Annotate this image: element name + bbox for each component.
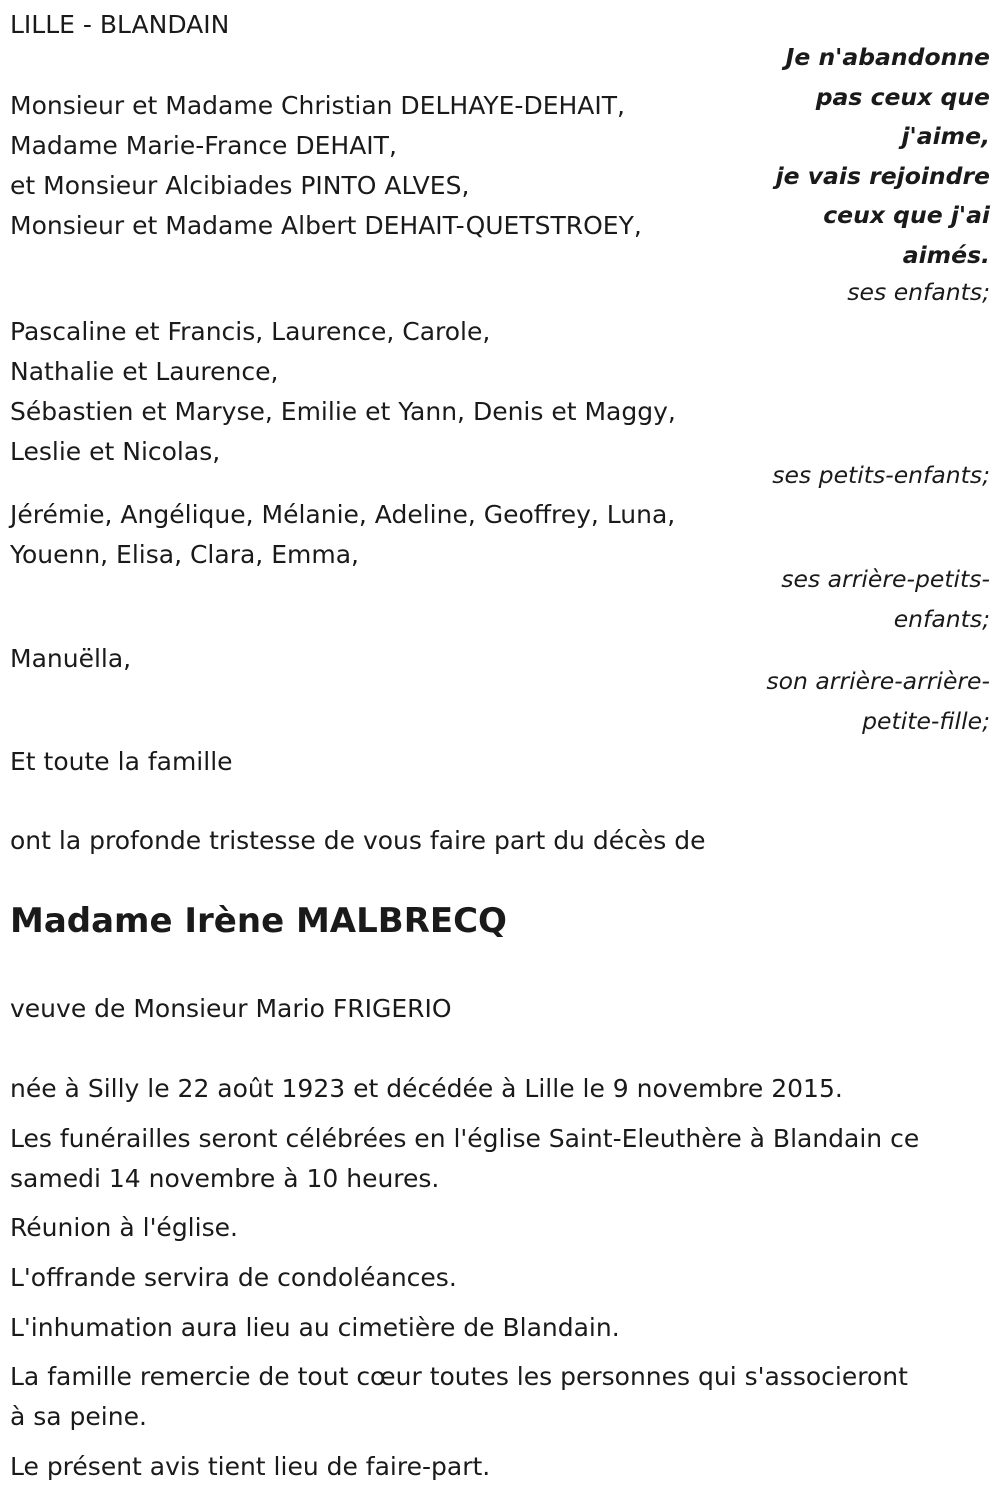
list-item: Youenn, Elisa, Clara, Emma,: [10, 540, 359, 569]
paragraph-line: La famille remercie de tout cœur toutes les personnes qui s'associeront: [10, 1362, 908, 1391]
great-great-grandchild-name: Manuëlla,: [10, 644, 132, 673]
paragraph-line: à sa peine.: [10, 1402, 147, 1431]
deceased-name: Madame Irène MALBRECQ: [10, 901, 507, 941]
family-line: Et toute la famille: [10, 747, 233, 776]
birth-death-text: née à Silly le 22 août 1923 et décédée à Lille le 9 novembre 2015.: [10, 1074, 843, 1103]
quote-line: pas ceux que: [815, 82, 990, 111]
place-heading: LILLE - BLANDAIN: [10, 10, 230, 39]
children-label: ses enfants;: [847, 278, 990, 306]
label-line: ses arrière-petits-: [781, 565, 990, 593]
funeral-text: [10, 1119, 919, 1199]
great-grandchildren-label: [781, 560, 990, 639]
list-item: Leslie et Nicolas,: [10, 437, 221, 466]
quote-line: Je n'abandonne: [785, 43, 990, 71]
list-item: Nathalie et Laurence,: [10, 357, 279, 386]
list-item: Monsieur et Madame Christian DELHAYE-DEHAIT,: [10, 91, 625, 120]
quote-line: je vais rejoindre: [775, 161, 990, 190]
widow-of-text: veuve de Monsieur Mario FRIGERIO: [10, 994, 452, 1023]
paragraph-line: samedi 14 novembre à 10 heures.: [10, 1164, 440, 1193]
label-line: enfants;: [893, 604, 990, 633]
label-line: son arrière-arrière-: [766, 667, 990, 695]
quote-line: ceux que j'ai: [823, 201, 990, 229]
label-line: petite-fille;: [862, 706, 990, 735]
meeting-text: Réunion à l'église.: [10, 1213, 238, 1242]
quote-line: j'aime,: [901, 122, 990, 150]
list-item: Madame Marie-France DEHAIT,: [10, 131, 397, 160]
list-item: Sébastien et Maryse, Emilie et Yann, Denis et Maggy,: [10, 397, 676, 426]
list-item: Pascaline et Francis, Laurence, Carole,: [10, 317, 491, 346]
burial-text: L'inhumation aura lieu au cimetière de Blandain.: [10, 1313, 620, 1342]
thanks-text: [10, 1357, 908, 1437]
children-list: [10, 86, 642, 246]
grandchildren-list: [10, 312, 676, 472]
announcement-text: ont la profonde tristesse de vous faire part du décès de: [10, 826, 706, 855]
notice-text: Le présent avis tient lieu de faire-part.: [10, 1452, 491, 1481]
list-item: Jérémie, Angélique, Mélanie, Adeline, Geoffrey, Luna,: [10, 500, 676, 529]
quote-line: aimés.: [902, 240, 990, 269]
grandchildren-label: ses petits-enfants;: [772, 461, 990, 489]
list-item: Monsieur et Madame Albert DEHAIT-QUETSTROEY,: [10, 211, 642, 240]
great-great-grandchild-label: [766, 662, 990, 741]
great-grandchildren-list: [10, 495, 675, 575]
epigraph-quote: [776, 38, 990, 275]
list-item: et Monsieur Alcibiades PINTO ALVES,: [10, 171, 470, 200]
paragraph-line: Les funérailles seront célébrées en l'église Saint-Eleuthère à Blandain ce: [10, 1124, 920, 1153]
offering-text: L'offrande servira de condoléances.: [10, 1263, 457, 1292]
